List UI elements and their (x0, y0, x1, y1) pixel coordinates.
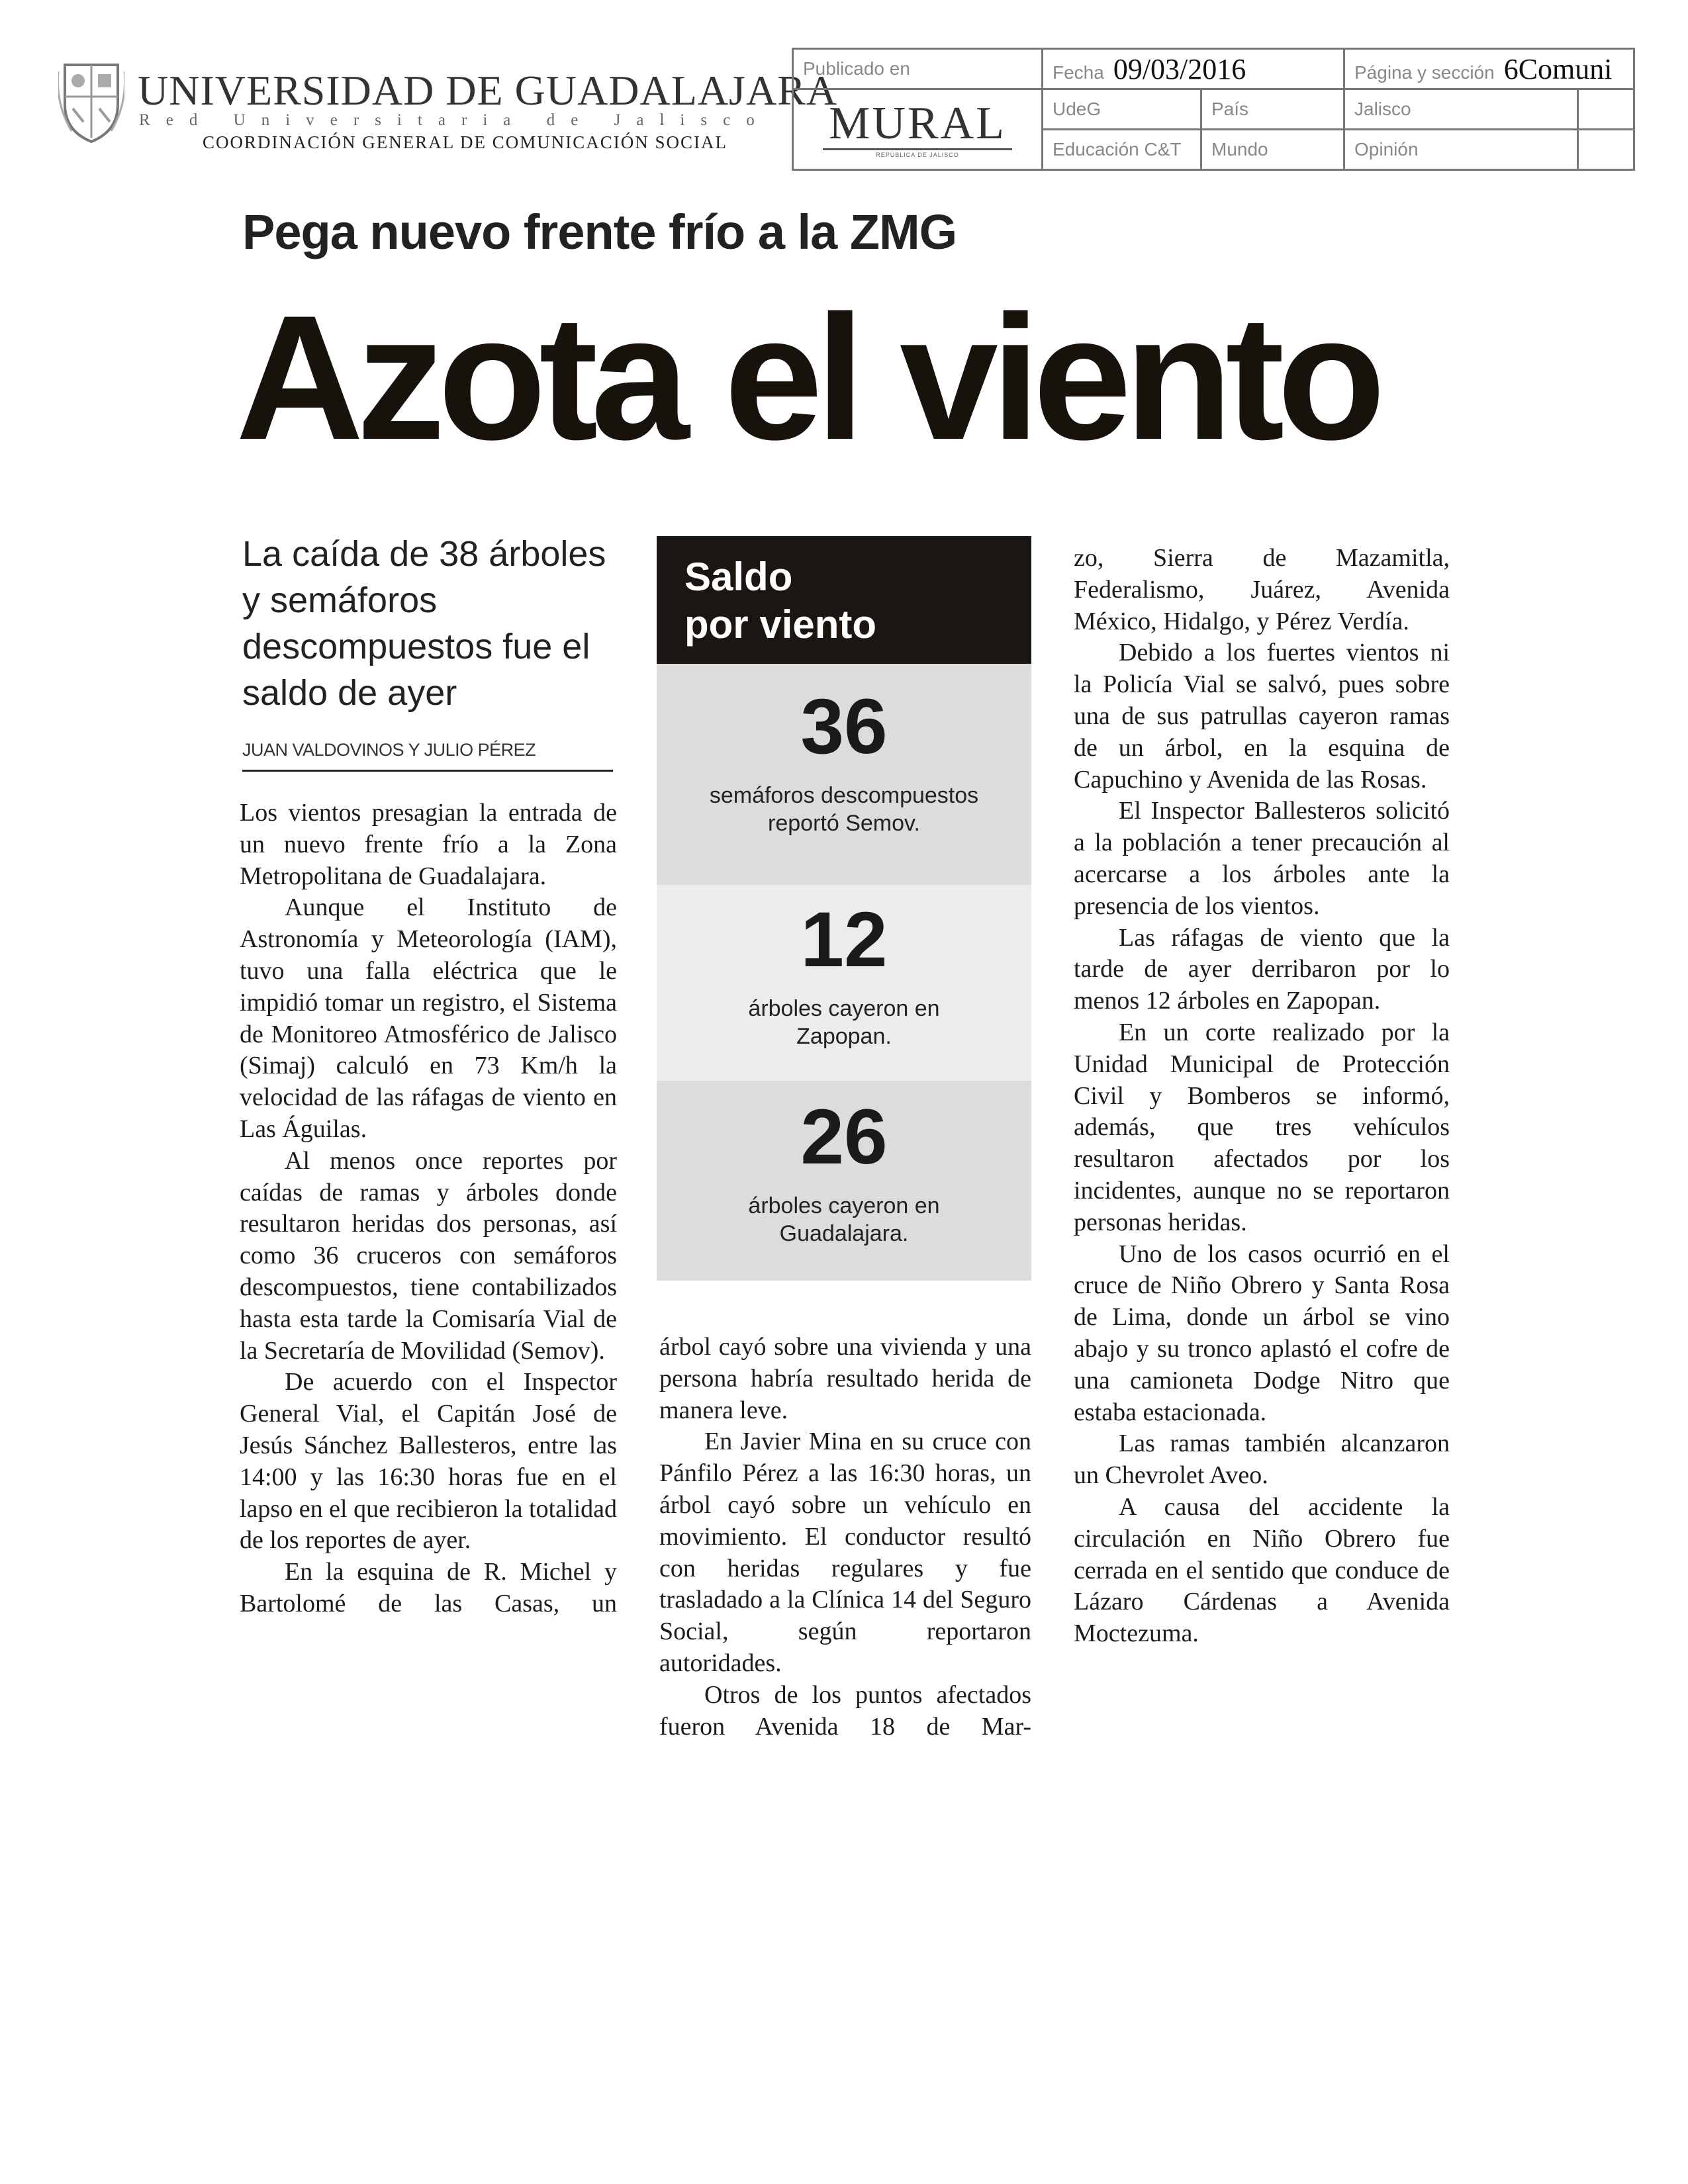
page-value: 6Comuni (1503, 52, 1613, 85)
page-cell: Página y sección 6Comuni (1344, 49, 1634, 89)
paragraph: zo, Sierra de Mazamitla, Federalismo, Juárez, Avenida México, Hidalgo, y Pérez Verdía. (1074, 544, 1450, 635)
stat-caption: árboles cayeron en Guadalajara. (748, 1193, 940, 1246)
article-column-3 (1074, 543, 1450, 1650)
date-value: 09/03/2016 (1113, 52, 1246, 85)
paragraph: árbol cayó sobre una vivienda y una persona habría resultado herida de manera leve. (659, 1333, 1031, 1424)
stat-number: 36 (800, 683, 888, 770)
paragraph: Al menos once reportes por caídas de ramas y árboles donde resultaron heridas dos personas, así como 36 cruceros con semáforos descompuestos, tiene contabilizados hasta esta tarde la Comisaría Vial de la Secretaría de Movilidad (Semov). (240, 1146, 617, 1365)
stat-number: 12 (800, 896, 888, 983)
newspaper-logo (793, 89, 1043, 170)
sidebar-title: Saldo por viento (657, 536, 1031, 664)
paragraph: A causa del accidente la circulación en Niño Obrero fue cerrada en el sentido que conduce de Lázaro Cárdenas a Avenida Moctezuma. (1074, 1492, 1450, 1648)
article-headline: Azota el viento (236, 278, 1379, 477)
sidebar-box (657, 536, 1031, 1281)
stat-item (657, 1081, 1031, 1281)
paragraph: Debido a los fuertes vientos ni la Policía Vial se salvó, pues sobre una de sus patrullas cayeron ramas de un árbol, en la esquina de Capuchino y Avenida de las Rosas. (1074, 639, 1450, 794)
paragraph: De acuerdo con el Inspector General Vial, el Capitán José de Jesús Sánchez Ballesteros, entre las 14:00 y las 16:30 horas fue en el lapso en el que recibieron la totalidad de los reportes de ayer. (240, 1368, 617, 1555)
stat-item (657, 885, 1031, 1081)
institution-name: UNIVERSIDAD DE GUADALAJARA (138, 67, 838, 114)
article-column-2 (659, 1332, 1031, 1743)
section-empty-box (1577, 130, 1634, 170)
article-byline: JUAN VALDOVINOS Y JULIO PÉREZ (242, 740, 613, 772)
paragraph: En Javier Mina en su cruce con Pánfilo Pérez a las 16:30 horas, un árbol cayó sobre un vehículo en movimiento. El conductor resultó con heridas regulares y fue trasladado a la Clínica 14 del Seguro Social, según reportaron autoridades. (659, 1428, 1031, 1677)
publication-info-table (792, 48, 1635, 171)
section-opinion: Opinión (1344, 130, 1578, 170)
section-pais: País (1201, 89, 1344, 130)
paragraph: Aunque el Instituto de Astronomía y Meteorología (IAM), tuvo una falla eléctrica que le impidió tomar un registro, el Sistema de Monitoreo Atmosférico de Jalisco (Simaj) calculó en 73 Km/h la velocidad de las ráfagas de viento en Las Águilas. (240, 893, 617, 1143)
paragraph: Las ramas también alcanzaron un Chevrolet Aveo. (1074, 1430, 1450, 1490)
network-name: R e d U n i v e r s i t a r i a d e J a l i s c o (139, 111, 755, 129)
article-deck: La caída de 38 árboles y semáforos descompuestos fue el saldo de ayer (242, 534, 606, 713)
udg-seal-icon (58, 58, 124, 146)
section-udeg: UdeG (1043, 89, 1201, 130)
section-mundo: Mundo (1201, 130, 1344, 170)
paragraph: Uno de los casos ocurrió en el cruce de Niño Obrero y Santa Rosa de Lima, donde un árbol se vino abajo y su tronco aplastó el cofre de una camioneta Dodge Nitro que estaba estacionada. (1074, 1240, 1450, 1426)
paragraph: Los vientos presagian la entrada de un nuevo frente frío a la Zona Metropolitana de Guadalajara. (240, 799, 617, 890)
section-educacion: Educación C&T (1043, 130, 1201, 170)
paragraph: Otros de los puntos afectados fueron Avenida 18 de Mar- (659, 1680, 1031, 1741)
published-in-label: Publicado en (793, 49, 1043, 89)
paragraph: En la esquina de R. Michel y Bartolomé de las Casas, un (240, 1558, 617, 1617)
paragraph: Las ráfagas de viento que la tarde de ayer derribaron por lo menos 12 árboles en Zapopan. (1074, 923, 1450, 1015)
stat-caption: semáforos descompuestos reportó Semov. (709, 782, 979, 836)
paragraph: El Inspector Ballesteros solicitó a la población a tener precaución al acercarse a los árboles ante la presencia de los vientos. (1074, 797, 1450, 920)
coordination-name: COORDINACIÓN GENERAL DE COMUNICACIÓN SOCIAL (203, 132, 727, 152)
stat-item (657, 664, 1031, 885)
newspaper-tagline: REPÚBLICA DE JALISCO (823, 148, 1012, 158)
section-empty-box (1577, 89, 1634, 130)
article-kicker: Pega nuevo frente frío a la ZMG (242, 205, 957, 259)
section-jalisco: Jalisco (1344, 89, 1578, 130)
stat-caption: árboles cayeron en Zapopan. (748, 995, 940, 1049)
paragraph: En un corte realizado por la Unidad Municipal de Protección Civil y Bomberos se informó, además, que tres vehículos resultaron afectados por los incidentes, aunque no se reportaron personas heridas. (1074, 1018, 1450, 1236)
date-cell: Fecha 09/03/2016 (1043, 49, 1344, 89)
stat-number: 26 (800, 1093, 888, 1181)
newspaper-name: MURAL (829, 98, 1006, 149)
article-column-1 (240, 797, 617, 1620)
